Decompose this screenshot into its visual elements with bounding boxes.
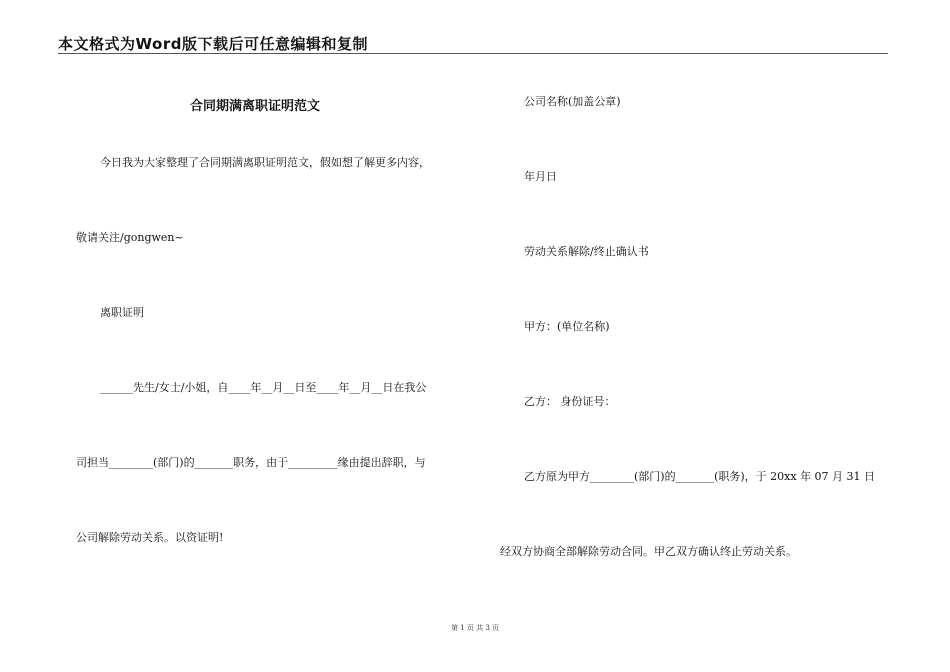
right-paragraph-line: 乙方： 身份证号： [524, 395, 616, 408]
left-paragraph-line: 今日我为大家整理了合同期满离职证明范文，假如想了解更多内容， [100, 156, 430, 169]
right-paragraph-line: 经双方协商全部解除劳动合同。甲乙双方确认终止劳动关系。 [500, 545, 797, 558]
section-heading: 劳动关系解除/终止确认书 [524, 245, 649, 258]
right-paragraph-line: 甲方：(单位名称) [524, 320, 610, 333]
right-paragraph-line: 年月日 [524, 170, 557, 183]
document-header: 本文格式为Word版下载后可任意编辑和复制 [58, 35, 368, 53]
left-paragraph-line: 司担当________(部门)的_______职务，由于_________缘由提出辞职，与 [76, 456, 426, 469]
right-paragraph-line: 公司名称(加盖公章) [524, 95, 621, 108]
section-heading: 离职证明 [100, 306, 144, 319]
document-title: 合同期满离职证明范文 [190, 99, 321, 114]
left-paragraph-line: 公司解除劳动关系。以资证明! [76, 531, 224, 544]
page-number: 第 1 页 共 3 页 [450, 624, 500, 632]
header-rule [58, 53, 888, 54]
left-paragraph-line: 敬请关注/gongwen~ [76, 231, 184, 244]
left-paragraph-line: ______先生/女士/小姐，自____年__月__日至____年__月__日在我公 [100, 381, 427, 394]
right-paragraph-line: 乙方原为甲方________(部门)的_______(职务)，于 20xx 年 07 月 31 日 [524, 470, 876, 483]
